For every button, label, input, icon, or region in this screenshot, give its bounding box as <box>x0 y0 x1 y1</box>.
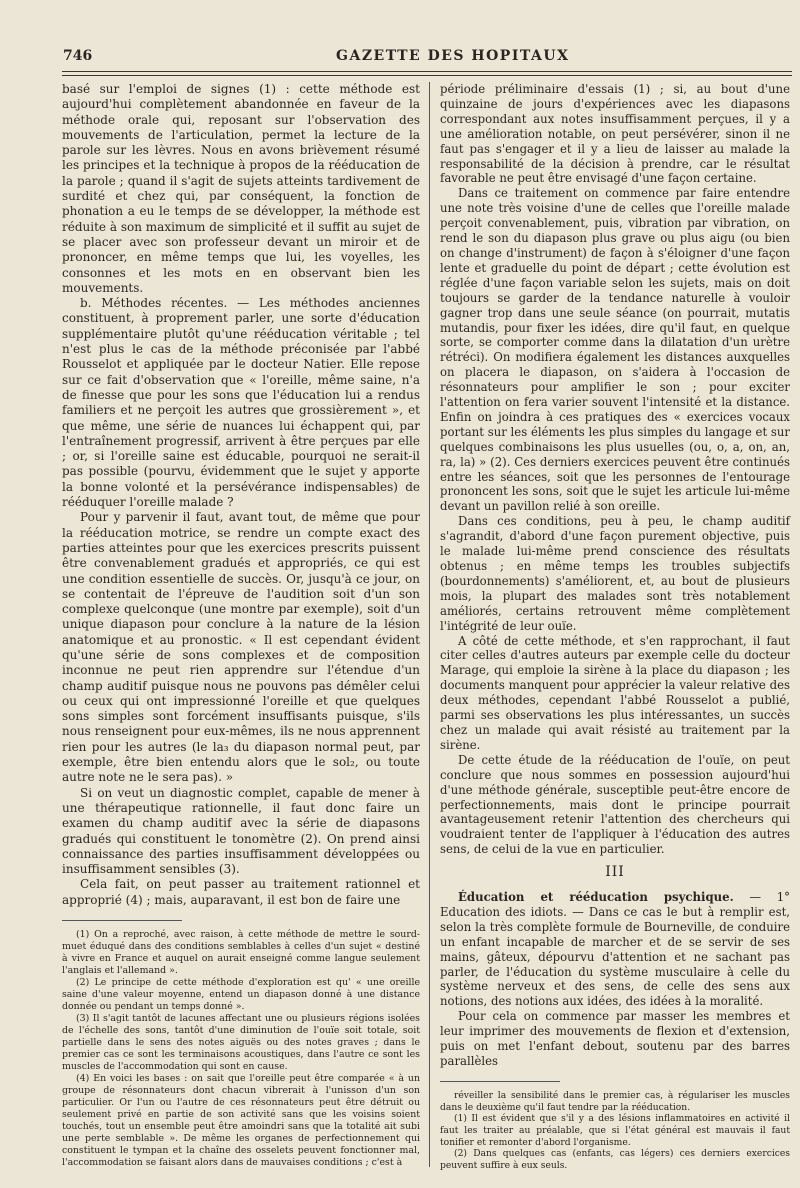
paragraph: Pour cela on commence par masser les membres et leur imprimer des mouvements de flexion et d'extension, puis on met l'enfant debout, soutenu par des barres parallèles <box>440 1009 790 1068</box>
section-text: — 1° Education des idiots. — Dans ce cas le but à remplir est, selon la très complète formule de Bourneville, de conduire un enfant incapable de marcher et de se servir de ses mains, gâteux, dépourvu d'attention et ne sachant pas parler, de l'éducation du système musculaire à celle du système nerveux et des sens, de celle des sens aux notions, des notions aux idées, des idées à la moralité. <box>440 890 790 1009</box>
footnotes <box>62 929 420 1169</box>
footnote: réveiller la sensibilité dans le premier cas, à régulariser les muscles dans le deuxième qu'il faut tendre par la rééducation. <box>440 1089 790 1113</box>
column-divider <box>429 82 430 1167</box>
paragraph: A côté de cette méthode, et s'en rapprochant, il faut citer celles d'autres auteurs par exemple celle du docteur Marage, qui emploie la sirène à la place du diapason ; les documents manquent pour apprécier la valeur relative des deux méthodes, cependant l'abbé Rousselot a publié, parmi ses observations les plus intéressantes, un succès chez un malade qui avait résisté au traitement par la sirène. <box>440 633 790 752</box>
right-column <box>440 82 790 1172</box>
paragraph: Pour y parvenir il faut, avant tout, de même que pour la rééducation motrice, se rendre un compte exact des parties atteintes pour que les exercices prescrits puissent être convenablement gradués et appropriés, ce qui est une condition essentielle de succès. Or, jusqu'à ce jour, on se contentait de l'épreuve de l'audition soit d'un son complexe quelconque (une montre par exemple), soit d'un unique diapason pour conclure à la nature de la lésion anatomique et au pronostic. « Il est cependant évident qu'une série de sons complexes et de composition inconnue ne peut rien apprendre sur l'étendue d'un champ auditif puisque nous ne pouvons pas démêler celui ou ceux qui ont impressionné l'oreille et que quelques sons simples sont forcément insuffisants puisque, s'ils nous renseignent pour eux-mêmes, ils ne nous apprennent rien pour les autres (le la₃ du diapason normal peut, par exemple, être bien entendu alors que le sol₂, ou toute autre note ne le sera pas). » <box>62 510 420 785</box>
paragraph: De cette étude de la rééducation de l'ouïe, on peut conclure que nous sommes en possession aujourd'hui d'une méthode générale, susceptible peut-être encore de perfectionnements, mais dont le principe pourrait avantageusement retenir l'attention des chercheurs qui voudraient tenter de l'appliquer à l'éducation des autres sens, de celui de la vue en particulier. <box>440 752 790 857</box>
footnote: (2) Dans quelques cas (enfants, cas légers) ces derniers exercices peuvent suffire à eux seuls. <box>440 1148 790 1172</box>
header-rule-top <box>62 71 792 72</box>
footnotes <box>440 1090 790 1172</box>
paragraph: Dans ce traitement on commence par faire entendre une note très voisine d'une de celles que l'oreille malade perçoit convenablement, puis, vibration par vibration, on rend le son du diapason plus grave ou plus aigu (ou bien on change d'instrument) de façon à s'éloigner d'une façon lente et graduelle du point de départ ; cette évolution est réglée d'une façon variable selon les sujets, mais on doit toujours se garder de la tendance naturelle à vouloir gagner trop dans une seule séance (on pourrait, mutatis mutandis, pour fixer les idées, dire qu'il faut, en quelque sorte, se comporter comme dans la dilatation d'un urètre rétréci). On modifiera également les distances auxquelles on placera le diapason, on s'aidera à l'occasion de résonnateurs pour amplifier le son ; pour exciter l'attention on fera varier souvent l'intensité et la distance. Enfin on joindra à ces pratiques des « exercices vocaux portant sur les éléments les plus simples du langage et sur quelques combinaisons les plus usuelles (ou, o, a, on, an, ra, la) » (2). Ces derniers exercices peuvent être continués entre les séances, soit que les personnes de l'entourage prononcent les sons, soit que le sujet les articule lui-même devant un pavillon relié à son oreille. <box>440 186 790 514</box>
footnote: (4) En voici les bases : on sait que l'oreille peut être comparée « à un groupe de résonnateurs dont chacun vibrerait à l'unisson d'un son particulier. Or l'un ou l'autre de ces résonnateurs peut être détruit ou seulement privé en partie de son activité sans que les voisins soient touchés, tout un ensemble peut être amoindri sans que la totalité ait subi une perte semblable ». De même les organes de perfectionnement qui constituent le tympan et la chaîne des osselets peuvent fonctionner mal, l'accommodation se faisant alors dans de mauvaises conditions ; c'est à <box>62 1073 420 1169</box>
footnote: (1) On a reproché, avec raison, à cette méthode de mettre le sourd-muet éduqué dans des conditions semblables à celles d'un sujet « destiné à vivre en France et auquel on aurait enseigné comme langue seulement l'anglais et l'allemand ». <box>62 929 420 977</box>
header-rule-bottom <box>62 75 792 76</box>
section-paragraph <box>440 890 790 1009</box>
page-header <box>0 44 800 70</box>
journal-title: GAZETTE DES HOPITAUX <box>336 48 570 64</box>
footnote-separator <box>62 920 182 921</box>
page-number: 746 <box>63 48 93 64</box>
paragraph: Cela fait, on peut passer au traitement rationnel et approprié (4) ; mais, auparavant, il est bon de faire une <box>62 877 420 907</box>
footnote: (3) Il s'agit tantôt de lacunes affectant une ou plusieurs régions isolées de l'échelle des sons, tantôt d'une diminution de l'ouïe soit totale, soit partielle dans le sens des notes aiguës ou des notes graves ; dans le premier cas ce sont les terminaisons acoustiques, dans l'autre ce sont les muscles de l'accommodation qui sont en cause. <box>62 1013 420 1073</box>
section-heading: Éducation et rééducation psychique. <box>458 890 734 905</box>
footnote: (1) Il est évident que s'il y a des lésions inflammatoires en activité il faut les traiter au préalable, que si l'état général est mauvais il faut tonifier et remonter d'abord l'organisme. <box>440 1113 790 1148</box>
section-number: III <box>605 864 625 881</box>
paragraph: période préliminaire d'essais (1) ; si, au bout d'une quinzaine de jours d'expériences avec les diapasons correspondant aux notes insuffisamment perçues, il y a une amélioration notable, on peut persévérer, sinon il ne faut pas s'engager et il y a lieu de laisser au malade la responsabilité de la décision à prendre, car le résultat favorable ne peut être envisagé d'une façon certaine. <box>440 82 790 186</box>
paragraph: b. Méthodes récentes. — Les méthodes anciennes constituent, à proprement parler, une sorte d'éducation supplémentaire plutôt qu'une rééducation véritable ; tel n'est plus le cas de la méthode préconisée par l'abbé Rousselot et appliquée par le docteur Natier. Elle repose sur ce fait d'observation que « l'oreille, même saine, n'a de finesse que pour les sons que l'éducation lui a rendus familiers et ne perçoit les autres que grossièrement », et que même, une série de nuances lui échappent qui, par l'entraînement progressif, arrivent à être perçues par elle ; or, si l'oreille saine est éducable, pourquoi ne serait-il pas possible (pourvu, évidemment que le sujet y apporte la bonne volonté et la persévérance indispensables) de rééduquer l'oreille malade ? <box>62 296 420 510</box>
left-column <box>62 82 420 1169</box>
footnote: (2) Le principe de cette méthode d'exploration est qu' « une oreille saine d'une valeur moyenne, entend un diapason donné à une distance donnée ou pendant un temps donné ». <box>62 977 420 1013</box>
footnote-separator <box>440 1081 560 1082</box>
paragraph: Si on veut un diagnostic complet, capable de mener à une thérapeutique rationnelle, il faut donc faire un examen du champ auditif avec la série de diapasons gradués qui constituent le tonomètre (2). On prend ainsi connaissance des parties insuffisamment développées ou insuffisamment sensibles (3). <box>62 785 420 877</box>
paragraph: basé sur l'emploi de signes (1) : cette méthode est aujourd'hui complètement abandonnée en faveur de la méthode orale qui, reposant sur l'observation des mouvements de l'articulation, permet la lecture de la parole sur les lèvres. Nous en avons brièvement résumé les principes et la technique à propos de la rééducation de la parole ; quand il s'agit de sujets atteints tardivement de surdité et chez qui, par conséquent, la fonction de phonation a eu le temps de se développer, la méthode est réduite à son maximum de simplicité et il suffit au sujet de se placer avec son professeur devant un miroir et de prononcer, en même temps que lui, les voyelles, les consonnes et les mots en en observant bien les mouvements. <box>62 82 420 295</box>
paragraph: Dans ces conditions, peu à peu, le champ auditif s'agrandit, d'abord d'une façon purement objective, puis le malade lui-même prend conscience des résultats obtenus ; en même temps les troubles subjectifs (bourdonnements) s'améliorent, et, au bout de plusieurs mois, la plupart des malades sont très notablement améliorés, certains retrouvent même complètement l'intégrité de leur ouïe. <box>440 514 790 633</box>
